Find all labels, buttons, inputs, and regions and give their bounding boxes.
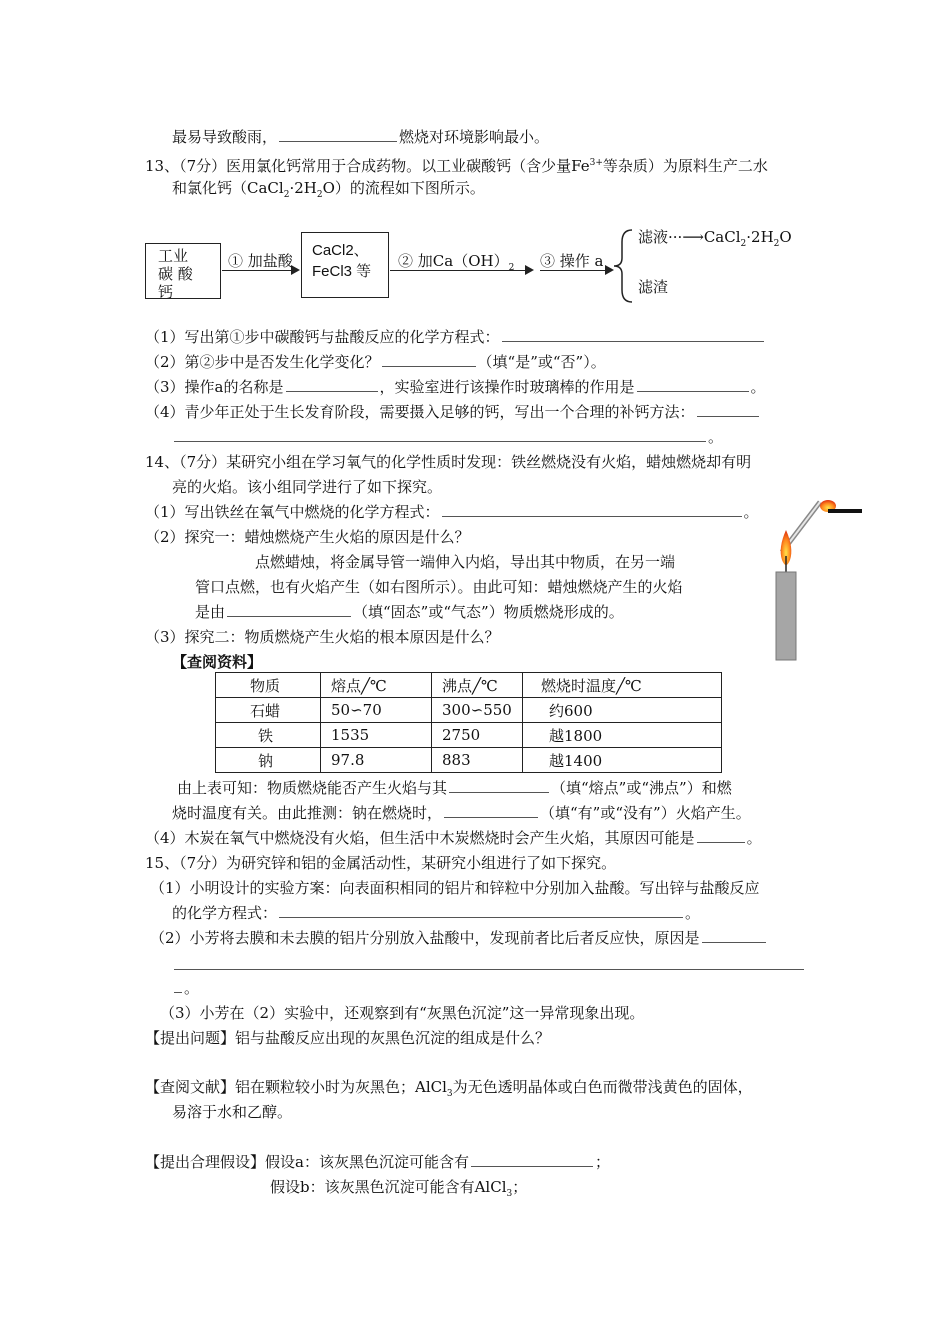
table-header: 沸点╱℃ [432,673,523,698]
text: ·2H [289,179,317,197]
text: 为无色透明晶体或白色而微带浅黄色的固体， [452,1078,753,1096]
table-header-row [216,673,722,698]
answer-blank[interactable] [637,379,749,392]
text: ； [512,1178,528,1196]
text: （填“是”或“否”）。 [477,353,606,371]
q14-part-4 [145,828,762,848]
q14-stem-2: 亮的火焰。该小组同学进行了如下探究。 [172,478,443,496]
answer-blank[interactable] [286,379,378,392]
q15-question: 【提出问题】铝与盐酸反应出现的灰黑色沉淀的组成是什么？ [145,1029,551,1047]
answer-blank[interactable] [449,780,549,793]
text: 。 [708,428,724,446]
answer-blank[interactable] [471,1154,593,1167]
box-text: 碳 酸 [158,265,193,283]
answer-blank[interactable] [382,354,476,367]
q15-part-2-end [172,978,199,998]
text: 13、（7分）医用氯化钙常用于合成药物。以工业碳酸钙（含少量Fe [145,157,590,175]
box-text: FeCl3 等 [312,263,372,280]
candle-experiment-illustration [766,490,866,662]
text: （4）青少年正处于生长发育阶段，需要摄入足够的钙，写出一个合理的补钙方法： [145,403,695,421]
table-cell: 钠 [216,748,321,773]
table-header: 物质 [216,673,321,698]
flow-step-1: ① 加盐酸 [228,252,293,270]
intro-line [172,127,549,147]
brace-icon [612,228,636,304]
table-row [216,698,722,723]
text: 由上表可知：物质燃烧能否产生火焰与其 [177,779,448,797]
q13-stem [145,153,768,176]
q15-part-3: （3）小芳在（2）实验中，还观察到有“灰黑色沉淀”这一异常现象出现。 [160,1004,645,1022]
text: 。 [685,904,701,922]
answer-blank[interactable] [697,830,745,843]
q14-part-2-text: 点燃蜡烛，将金属导管一端伸入内焰，导出其中物质，在另一端 [255,553,676,571]
q15-stem: 15、（7分）为研究锌和铝的金属活动性，某研究小组进行了如下探究。 [145,854,617,872]
answer-blank[interactable] [702,930,766,943]
q13-part-2 [145,352,606,372]
flow-output-filtrate [638,227,792,254]
table-cell: 2750 [432,723,523,748]
text: ② 加Ca（OH） [398,252,509,270]
text: 燃烧对环境影响最小。 [399,128,550,146]
text: O）的流程如下图所示。 [322,179,485,197]
table-cell: 石蜡 [216,698,321,723]
table-cell: 97.8 [321,748,432,773]
text: 假设b：该灰黑色沉淀可能含有AlCl [270,1178,507,1196]
subscript: 2 [316,190,323,200]
q15-part-2 [150,928,768,948]
text: （2）第②步中是否发生化学变化？ [145,353,380,371]
text: 。 [750,378,766,396]
text: （填“固态”或“气态”）物质燃烧形成的。 [353,603,624,621]
text: 烧时温度有关。由此推测：钠在燃烧时， [172,804,443,822]
q14-part-3-answer-2 [172,803,751,823]
subscript: 3 [446,1089,453,1099]
q14-part-2: （2）探究一：蜡烛燃烧产生火焰的原因是什么？ [145,528,470,546]
table-header: 燃烧时温度╱℃ [523,673,722,698]
flow-output-residue: 滤渣 [638,278,669,296]
q13-part-1 [145,327,766,347]
q15-hypothesis-b [270,1177,527,1204]
table-cell: 越1800 [523,723,722,748]
properties-table [215,672,722,773]
table-cell: 约600 [523,698,722,723]
answer-blank[interactable] [279,129,397,142]
text: （2）小芳将去膜和未去膜的铝片分别放入盐酸中，发现前者比后者反应快，原因是 [150,929,700,947]
text: 。 [184,979,200,997]
q14-part-2-answer [195,602,624,622]
table-cell: 50∽70 [321,698,432,723]
q15-hypothesis-a [145,1152,610,1172]
arrow-icon: ⟶ [682,228,704,246]
text: 等杂质）为原料生产二水 [602,157,768,175]
subscript: 2 [283,190,290,200]
subscript: 2 [508,263,515,273]
q15-literature [145,1077,753,1104]
text: 最易导致酸雨， [172,128,278,146]
table-header: 熔点╱℃ [321,673,432,698]
subscript: 2 [773,239,780,249]
table-cell: 1535 [321,723,432,748]
text: （填“熔点”或“沸点”）和燃 [551,779,732,797]
q15-part-2-cont [172,955,806,975]
text: 。 [746,829,762,847]
q15-part-1: （1）小明设计的实验方案：向表面积相同的铝片和锌粒中分别加入盐酸。写出锌与盐酸反应 [150,879,760,897]
q14-stem: 14、（7分）某研究小组在学习氧气的化学性质时发现：铁丝燃烧没有火焰，蜡烛燃烧却有明 [145,453,752,471]
text: （3）操作a的名称是 [145,378,284,396]
text: 是由 [195,603,226,621]
subscript: 3 [506,1189,513,1199]
q13-part-4-cont [172,427,723,447]
answer-blank[interactable] [174,980,182,993]
answer-blank[interactable] [279,905,683,918]
q15-literature-2: 易溶于水和乙醇。 [172,1103,293,1121]
text: 和氯化钙（CaCl [172,179,284,197]
text: O [779,228,792,246]
answer-blank[interactable] [697,404,759,417]
q14-part-3-answer [177,778,732,798]
subscript: 2 [740,239,747,249]
table-cell: 铁 [216,723,321,748]
q13-part-3 [145,377,766,397]
text: CaCl [703,228,741,246]
flow-box-mixture [301,232,389,298]
q14-part-3: （3）探究二：物质燃烧产生火焰的根本原因是什么？ [145,628,500,646]
q13-part-4 [145,402,761,422]
table-cell: 300∽550 [432,698,523,723]
text: （4）木炭在氧气中燃烧没有火焰，但生活中木炭燃烧时会产生火焰，其原因可能是 [145,829,695,847]
box-text: 钙 [158,283,174,299]
answer-blank[interactable] [174,957,804,970]
table-cell: 越1400 [523,748,722,773]
box-text: CaCl2、 [312,242,369,259]
text: ； [594,1153,610,1171]
answer-blank[interactable] [444,805,538,818]
q14-part-2-text: 管口点燃，也有火焰产生（如右图所示）。由此可知：蜡烛燃烧产生的火焰 [195,578,683,596]
text: ，实验室进行该操作时玻璃棒的作用是 [379,378,635,396]
text: 的化学方程式： [172,904,278,922]
table-cell: 883 [432,748,523,773]
text: 【提出合理假设】假设a：该灰黑色沉淀可能含有 [145,1153,469,1171]
superscript: 3+ [589,158,603,168]
text: （1）写出铁丝在氧气中燃烧的化学方程式： [145,503,440,521]
text: （1）写出第①步中碳酸钙与盐酸反应的化学方程式： [145,328,500,346]
answer-blank[interactable] [502,329,764,342]
table-row [216,723,722,748]
q15-part-1-cont [172,903,700,923]
text: 【查阅文献】铝在颗粒较小时为灰黑色；AlCl [145,1078,447,1096]
flow-step-2 [398,251,514,278]
table-row [216,748,722,773]
answer-blank[interactable] [227,604,351,617]
text: ·2H [746,228,774,246]
flow-box-raw-material [145,243,221,299]
q14-part-1 [145,502,759,522]
answer-blank[interactable] [442,504,742,517]
flow-step-3: ③ 操作 a [540,252,604,270]
q13-stem-2 [172,178,485,205]
box-text: 工业 [158,247,189,265]
text: （填“有”或“没有”）火焰产生。 [540,804,751,822]
reference-heading: 【查阅资料】 [172,653,263,671]
text: 。 [743,503,759,521]
text: 滤液··· [638,228,683,246]
answer-blank[interactable] [174,429,706,442]
